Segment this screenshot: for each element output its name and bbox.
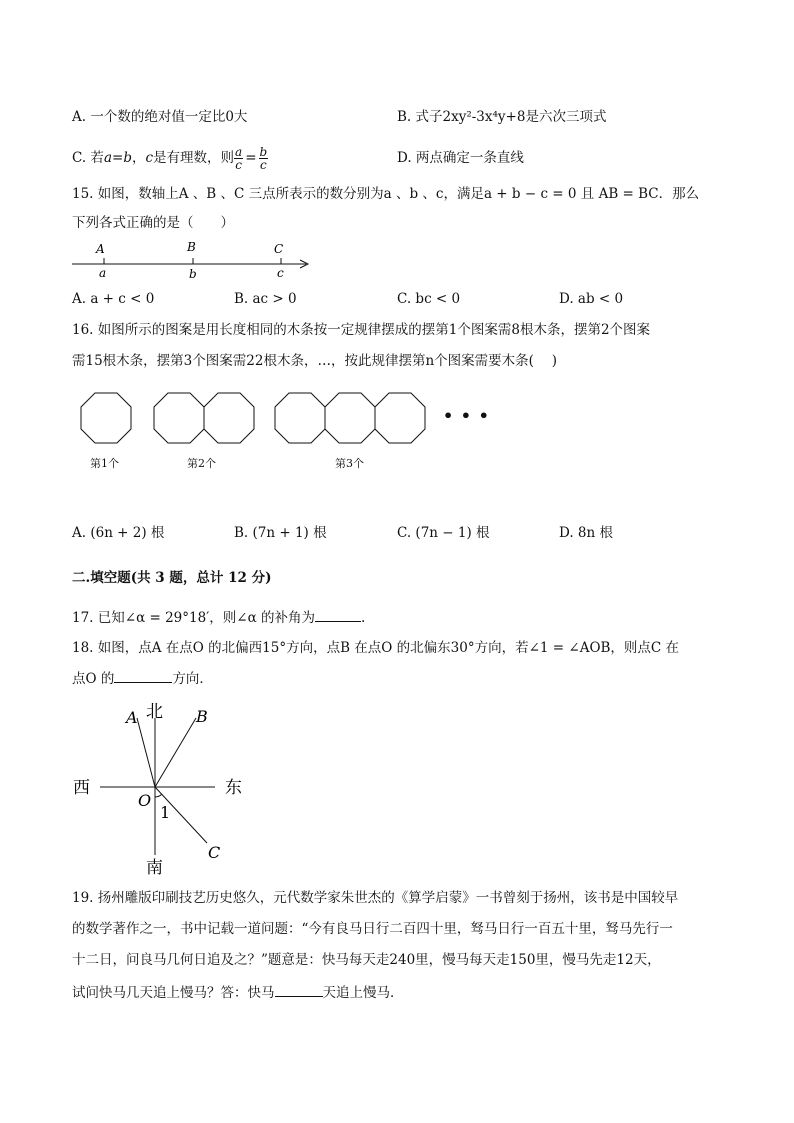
q14-option-d: D. 两点确定一条直线 <box>397 150 524 166</box>
point-label-B: B <box>187 240 196 254</box>
fraction-numerator: a <box>235 144 243 159</box>
q16-stem-line1: 16. 如图所示的图案是用长度相同的木条按一定规律摆成的摆第1个图案需8根木条，摆第2个图案 <box>72 322 651 338</box>
north-label: 北 <box>146 702 163 722</box>
value-label-a: a <box>99 266 107 280</box>
q14-option-b: B. 式子2xy²-3x⁴y+8是六次三项式 <box>397 109 607 125</box>
q16-option-b: B. (7n + 1) 根 <box>234 525 327 541</box>
q19-stem-line2: 的数学著作之一，书中记载一道问题：“今有良马日行二百四十里，驽马日行一百五十里，驽马先行一 <box>72 921 673 937</box>
q14-option-c-var-a: a <box>103 150 112 166</box>
pattern-ellipsis: • • • <box>443 406 490 425</box>
q17-stem-end: . <box>360 610 366 626</box>
fraction-equals: = <box>245 150 257 166</box>
ray-OB <box>155 718 196 787</box>
q15-option-c: C. bc < 0 <box>397 291 461 307</box>
q18-stem-text: 点O 的 <box>72 671 115 687</box>
q14-option-c-var-b: b <box>123 150 132 166</box>
angle-1-label: 1 <box>160 803 171 822</box>
q19-stem-line4 <box>72 982 404 1003</box>
west-label: 西 <box>73 778 90 798</box>
fraction-numerator: b <box>259 144 268 159</box>
point-C-label: C <box>208 843 221 862</box>
q19-stem-line1: 19. 扬州雕版印刷技艺历史悠久，元代数学家朱世杰的《算学启蒙》一书曾刻于扬州，该书是中国较早 <box>72 890 679 906</box>
pattern-caption-1: 第1个 <box>90 457 119 470</box>
pattern-caption-2: 第2个 <box>187 457 216 470</box>
q19-stem-end: 天追上慢马． <box>322 985 404 1001</box>
q15-option-b: B. ac > 0 <box>234 291 297 307</box>
q15-option-d: D. ab < 0 <box>559 291 624 307</box>
q14-option-c-var-c: c <box>145 150 154 166</box>
q15-option-a: A. a + c < 0 <box>72 291 155 307</box>
fraction-denominator: c <box>259 157 267 172</box>
q14-option-a: A. 一个数的绝对值一定比0大 <box>72 109 248 125</box>
value-label-c: c <box>277 266 284 280</box>
east-label: 东 <box>225 778 242 798</box>
q19-stem-text: 试问快马几天追上慢马？答：快马 <box>72 985 275 1001</box>
q16-stem-line2: 需15根木条，摆第3个图案需22根木条，…，按此规律摆第n个图案需要木条( ) <box>72 353 557 369</box>
value-label-b: b <box>189 267 197 281</box>
q16-option-c: C. (7n − 1) 根 <box>397 525 490 541</box>
q14-option-c-prefix: C. 若 <box>72 150 104 166</box>
q19-stem-line3: 十二日，问良马几何日追及之？”题意是：快马每天走240里，慢马每天走150里，慢马先走12天， <box>72 952 661 968</box>
q18-stem-end: 方向． <box>172 671 213 687</box>
q18-stem-line1: 18. 如图，点A 在点O 的北偏西15°方向，点B 在点O 的北偏东30°方向，若∠1 = ∠AOB，则点C 在 <box>72 640 680 656</box>
q15-stem-line2: 下列各式正确的是（ ） <box>72 215 234 231</box>
q14-option-c-text: 是有理数，则 <box>153 150 235 166</box>
ray-OA <box>137 718 155 787</box>
point-A-label: A <box>126 708 138 727</box>
point-label-A: A <box>96 242 105 256</box>
q16-option-d: D. 8n 根 <box>559 525 613 541</box>
q16-option-a: A. (6n + 2) 根 <box>72 525 165 541</box>
point-O-label: O <box>138 791 152 810</box>
angle-1-arc <box>155 794 162 797</box>
south-label: 南 <box>146 858 163 878</box>
q14-option-c-equals: = <box>112 150 124 166</box>
point-label-C: C <box>274 242 284 256</box>
q15-stem-line1: 15. 如图，数轴上A 、B 、C 三点所表示的数分别为a 、b 、c，满足a + b − c = 0 且 AB = BC．那么 <box>72 186 700 202</box>
fraction-denominator: c <box>235 157 242 172</box>
section-heading: 二.填空题(共 3 题，总计 12 分) <box>72 570 272 586</box>
q19-answer-blank[interactable] <box>275 982 323 997</box>
pattern-caption-3: 第3个 <box>335 457 364 470</box>
q17-stem-text: 17. 已知∠α = 29°18′，则∠α 的补角为 <box>72 610 315 626</box>
q14-option-c-comma: ， <box>131 150 146 166</box>
point-B-label: B <box>196 707 208 726</box>
